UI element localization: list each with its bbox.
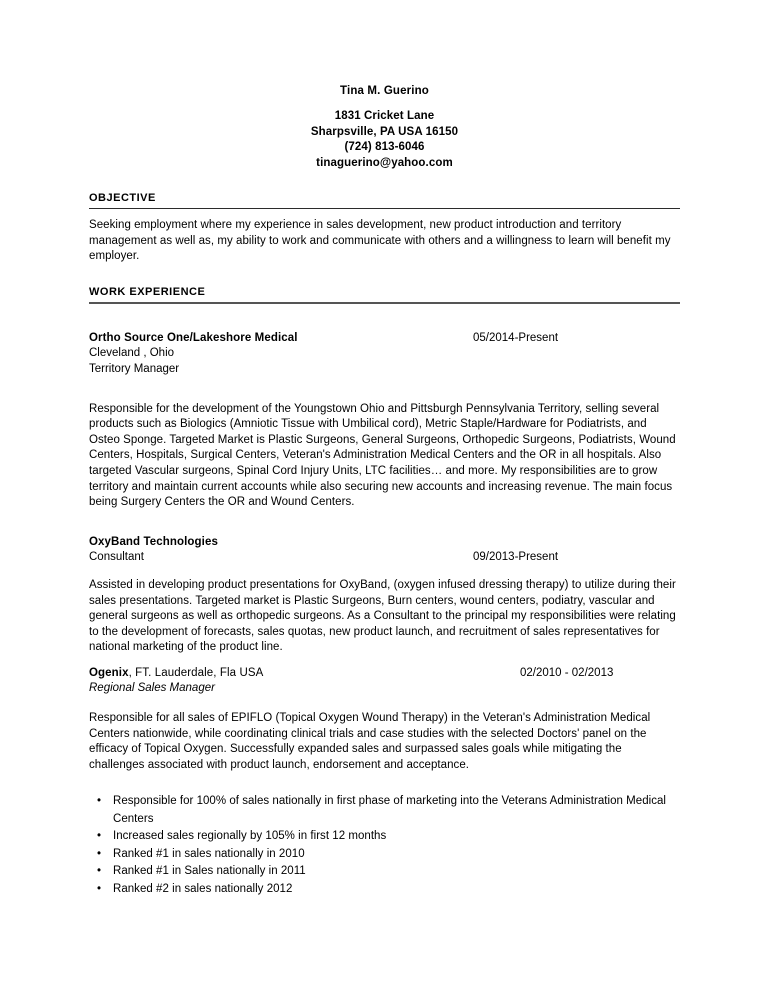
job-description: Responsible for all sales of EPIFLO (Topical Oxygen Wound Therapy) in the Veteran's Administration Medical Centers nationwide, while coordinating clinical trials and case studies with the selected Doctors' panel on the efficacy of Topical Oxygen. Successfully expanded sales and surpassed sales goals while mitigating the challenges associated with product launch, endorsement and acceptance. [89, 712, 651, 771]
achievements-list [89, 793, 680, 898]
job-title-row [89, 550, 680, 566]
objective-text: Seeking employment where my experience in sales development, new product introduction and territory management as well as, my ability to work and communicate with others and a willingness to learn will benefit my employer. [89, 219, 671, 263]
phone-number: (724) 813-6046 [344, 141, 425, 153]
job-description: Responsible for the development of the Youngstown Ohio and Pittsburgh Pennsylvania Territory, selling several products such as Biologics (Amniotic Tissue with Umbilical cord), Metric Staple/Hardware for Podiatrists, and Osteo Sponge. Targeted Market is Plastic Surgeons, General Surgeons, Orthopedic Surgeons, Podiatrists, Wound Centers, Hospitals, Surgical Centers, Veteran's Administration Medical Centers and the OR in all hospitals. Also targeted Vascular surgeons, Spinal Cord Injury Units, LTC facilities… and more. My responsibilities are to grow territory and maintain current accounts while also securing new accounts and increasing revenue. The main focus being Surgery Centers the OR and Wound Centers. [89, 402, 676, 509]
list-item-text: Ranked #1 in Sales nationally in 2011 [113, 865, 306, 878]
job-title: Consultant [89, 551, 144, 564]
list-item [89, 793, 680, 828]
job-entry [89, 666, 680, 899]
job-header-row [89, 331, 680, 347]
objective-heading: OBJECTIVE [89, 192, 156, 204]
list-item [89, 846, 680, 864]
job-company: OxyBand Technologies [89, 535, 218, 548]
work-experience-section [89, 286, 680, 899]
address-line-1: 1831 Cricket Lane [334, 110, 435, 122]
work-experience-heading: WORK EXPERIENCE [89, 285, 206, 298]
list-item [89, 863, 680, 881]
bullet-icon: • [97, 847, 102, 860]
objective-divider [89, 208, 680, 209]
email-address: tinaguerino@yahoo.com [316, 156, 453, 169]
resume-header [89, 84, 680, 171]
list-item-text: Responsible for 100% of sales nationally in first phase of marketing into the Veterans Administration Medical Centers [113, 795, 667, 825]
job-title: Regional Sales Manager [89, 682, 215, 695]
job-header-row [89, 666, 680, 682]
work-experience-divider [89, 302, 680, 304]
job-location: Cleveland , Ohio [89, 347, 175, 360]
bullet-icon: • [97, 865, 102, 878]
candidate-name: Tina M. Guerino [340, 85, 429, 97]
job-company: Ortho Source One/Lakeshore Medical [89, 331, 298, 344]
list-item-text: Increased sales regionally by 105% in first 12 months [113, 830, 387, 843]
job-header-row [89, 535, 680, 551]
list-item-text: Ranked #1 in sales nationally in 2010 [113, 847, 305, 860]
bullet-icon: • [97, 830, 102, 843]
job-date: 05/2014-Present [473, 331, 559, 344]
job-location: , FT. Lauderdale, Fla USA [128, 666, 264, 679]
job-date: 09/2013-Present [473, 551, 559, 564]
address-line-2: Sharpsville, PA USA 16150 [310, 125, 459, 138]
list-item [89, 881, 680, 899]
objective-section [89, 192, 680, 265]
bullet-icon: • [97, 795, 102, 808]
job-date: 02/2010 - 02/2013 [520, 666, 614, 679]
list-item [89, 828, 680, 846]
list-item-text: Ranked #2 in sales nationally 2012 [113, 882, 293, 895]
job-entry [89, 535, 680, 656]
job-entry [89, 331, 680, 511]
job-title: Territory Manager [89, 362, 180, 375]
job-company: Ogenix [89, 666, 129, 679]
job-description: Assisted in developing product presentations for OxyBand, (oxygen infused dressing therapy) to utilize during their sales presentations. Targeted market is Plastic Surgeons, Burn centers, wound centers, podiatry, vascular and general surgeons as well as orthopedic surgeons. As a Consultant to the principal my responsibilities were relating to the development of forecasts, sales quotas, new product launch, and recruitment of sales representatives for national marketing of the product line. [89, 578, 676, 654]
bullet-icon: • [97, 882, 102, 895]
